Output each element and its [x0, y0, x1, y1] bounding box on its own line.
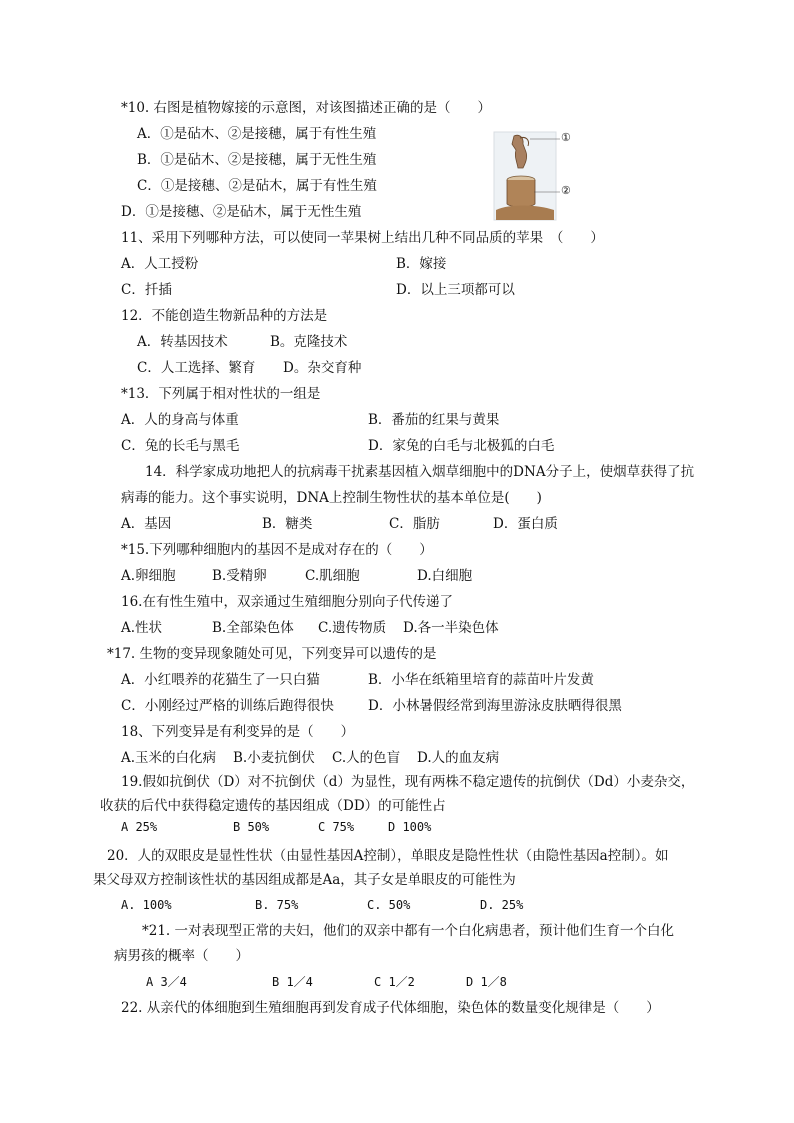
- q13-option-c: C．兔的长毛与黑毛: [121, 438, 240, 454]
- q19-option-d: D 100%: [388, 820, 432, 834]
- q14-option-d: D．蛋白质: [493, 516, 558, 532]
- q12-option-a: A．转基因技术: [137, 334, 228, 350]
- figure-label-2: ②: [561, 184, 571, 197]
- q14-option-b: B．糖类: [262, 516, 313, 532]
- q16-option-c: C.遗传物质: [318, 620, 387, 636]
- q19-option-a: A 25%: [121, 820, 158, 834]
- q20-stem-line1: 20．人的双眼皮是显性性状（由显性基因A控制），单眼皮是隐性性状（由隐性基因a控制）。如: [107, 848, 669, 864]
- q19-option-b: B 50%: [233, 820, 270, 834]
- q17-option-b: B．小华在纸箱里培育的蒜苗叶片发黄: [368, 672, 594, 688]
- q11-option-d: D．以上三项都可以: [396, 282, 515, 298]
- q10-option-a: A．①是砧木、②是接穗，属于有性生殖: [137, 126, 377, 142]
- q20-option-b: B. 75%: [255, 898, 299, 912]
- q21-stem-line2: 病男孩的概率（ ）: [114, 948, 249, 964]
- q21-option-d: D 1／8: [466, 975, 507, 989]
- q12-stem: 12．不能创造生物新品种的方法是: [121, 308, 328, 324]
- q20-option-a: A. 100%: [121, 898, 172, 912]
- q16-option-d: D.各一半染色体: [403, 620, 499, 636]
- q17-option-c: C．小刚经过严格的训练后跑得很快: [121, 698, 334, 714]
- q15-option-d: D.白细胞: [417, 568, 473, 584]
- q13-option-a: A．人的身高与体重: [121, 412, 239, 428]
- q18-option-a: A.玉米的白化病: [121, 750, 217, 766]
- q13-option-d: D．家兔的白毛与北极狐的白毛: [368, 438, 555, 454]
- q16-stem: 16.在有性生殖中，双亲通过生殖细胞分别向子代传递了: [121, 594, 453, 610]
- q20-option-c: C. 50%: [367, 898, 411, 912]
- q14-stem-line2: 病毒的能力。这个事实说明，DNA上控制生物性状的基本单位是( ): [121, 490, 542, 506]
- q18-option-d: D.人的血友病: [417, 750, 500, 766]
- q18-option-b: B.小麦抗倒伏: [233, 750, 315, 766]
- grafting-figure: [490, 128, 580, 224]
- q15-stem: *15.下列哪种细胞内的基因不是成对存在的（ ）: [121, 542, 433, 558]
- q16-option-a: A.性状: [121, 620, 163, 636]
- q20-stem-line2: 果父母双方控制该性状的基因组成都是Aa，其子女是单眼皮的可能性为: [93, 872, 516, 888]
- q17-option-a: A．小红喂养的花猫生了一只白猫: [121, 672, 320, 688]
- q14-stem-line1: 14．科学家成功地把人的抗病毒干扰素基因植入烟草细胞中的DNA分子上，使烟草获得了抗: [145, 464, 695, 480]
- q11-stem: 11、采用下列哪种方法，可以使同一苹果树上结出几种不同品质的苹果 （ ）: [121, 230, 604, 246]
- q21-option-a: A 3／4: [146, 975, 187, 989]
- q15-option-c: C.肌细胞: [305, 568, 360, 584]
- q11-option-a: A．人工授粉: [121, 256, 199, 272]
- q17-stem: *17. 生物的变异现象随处可见，下列变异可以遗传的是: [107, 646, 437, 662]
- q19-stem-line1: 19.假如抗倒伏（D）对不抗倒伏（d）为显性，现有两株不稳定遗传的抗倒伏（Dd）小麦杂交，: [121, 774, 695, 790]
- q10-stem: *10. 右图是植物嫁接的示意图，对该图描述正确的是（ ）: [121, 100, 492, 116]
- q22-stem: 22. 从亲代的体细胞到生殖细胞再到发育成子代体细胞，染色体的数量变化规律是（ ）: [121, 1000, 660, 1016]
- q17-option-d: D．小林暑假经常到海里游泳皮肤晒得很黑: [368, 698, 622, 714]
- q19-stem-line2: 收获的后代中获得稳定遗传的基因组成（DD）的可能性占: [100, 798, 446, 814]
- q18-option-c: C.人的色盲: [332, 750, 401, 766]
- q15-option-b: B.受精卵: [212, 568, 267, 584]
- figure-label-1: ①: [561, 131, 571, 144]
- q13-stem: *13．下列属于相对性状的一组是: [121, 386, 321, 402]
- q13-option-b: B．番茄的红果与黄果: [368, 412, 500, 428]
- q19-option-c: C 75%: [318, 820, 355, 834]
- q10-option-d: D．①是接穗、②是砧木，属于无性生殖: [121, 204, 362, 220]
- q12-option-b: B。克隆技术: [270, 334, 348, 350]
- q12-option-d: D。杂交育种: [283, 360, 362, 376]
- q15-option-a: A.卵细胞: [121, 568, 176, 584]
- q16-option-b: B.全部染色体: [212, 620, 294, 636]
- q14-option-c: C．脂肪: [389, 516, 440, 532]
- q21-option-c: C 1／2: [374, 975, 415, 989]
- q20-option-d: D. 25%: [480, 898, 524, 912]
- q21-option-b: B 1／4: [272, 975, 313, 989]
- q11-option-c: C．扦插: [121, 282, 172, 298]
- q11-option-b: B．嫁接: [396, 256, 447, 272]
- q18-stem: 18、下列变异是有利变异的是（ ）: [121, 724, 355, 740]
- q21-stem-line1: *21. 一对表现型正常的夫妇，他们的双亲中都有一个白化病患者，预计他们生育一个白化: [142, 923, 675, 939]
- q14-option-a: A．基因: [121, 516, 172, 532]
- q10-option-c: C．①是接穗、②是砧木，属于有性生殖: [137, 178, 377, 194]
- q12-option-c: C．人工选择、繁育: [137, 360, 256, 376]
- q10-option-b: B．①是砧木、②是接穗，属于无性生殖: [137, 152, 377, 168]
